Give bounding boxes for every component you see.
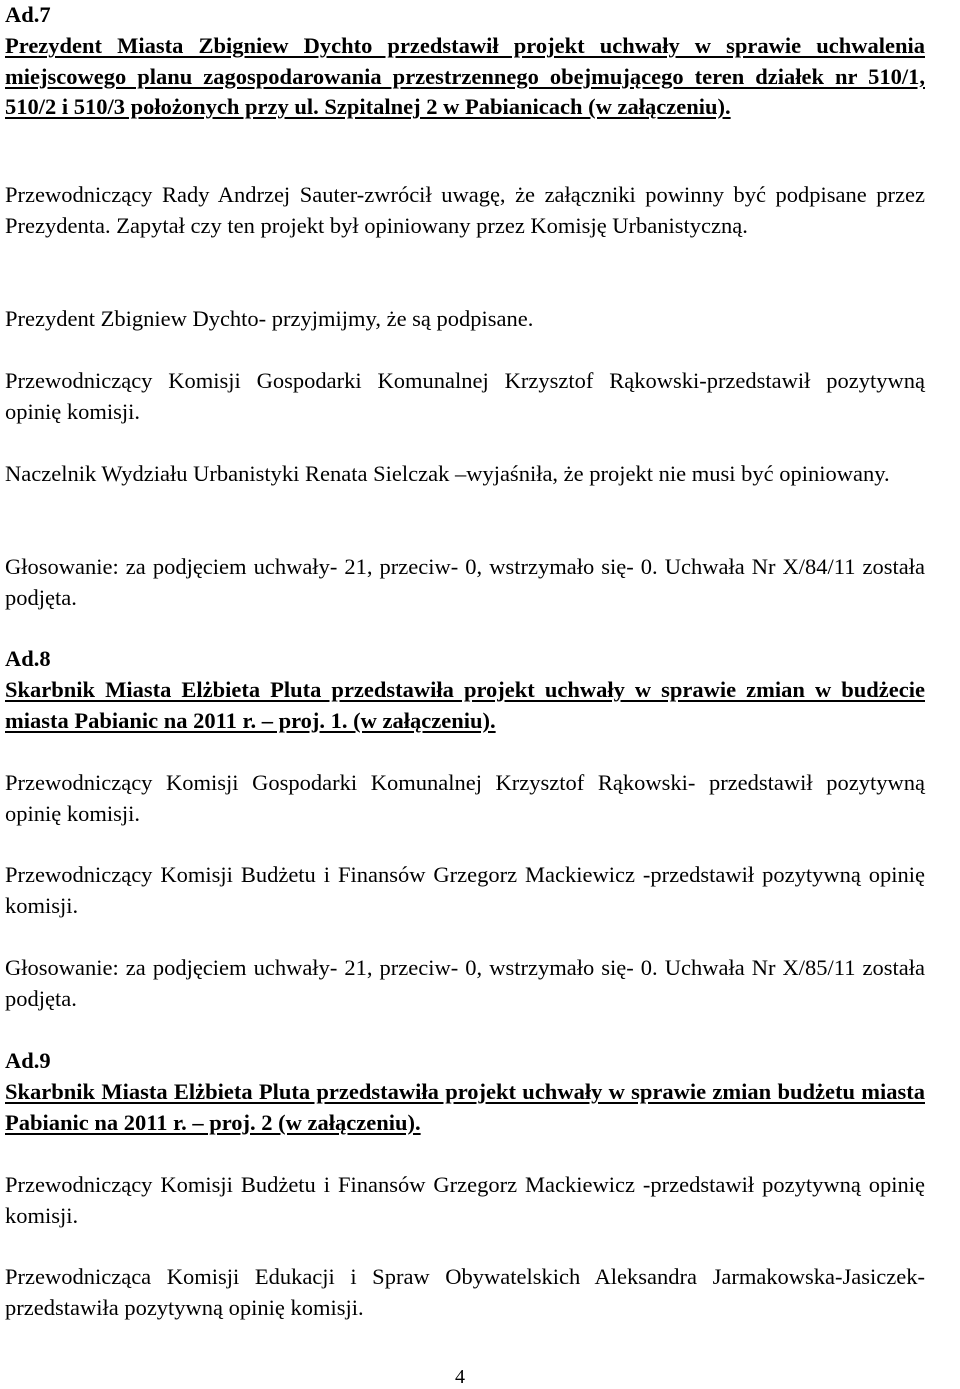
- paragraph: Przewodnicząca Komisji Edukacji i Spraw Obywatelskich Aleksandra Jarmakowska-Jasiczek-przedstawiła pozytywną opinię komisji.: [5, 1264, 925, 1320]
- agenda-item-heading: Ad.8: [5, 646, 51, 671]
- agenda-item-heading: Ad.7: [5, 2, 51, 27]
- agenda-item-heading: Ad.9: [5, 1048, 51, 1073]
- paragraph: Przewodniczący Komisji Budżetu i Finansów Grzegorz Mackiewicz -przedstawił pozytywną opinię komisji.: [5, 1172, 925, 1228]
- agenda-item-subject: Prezydent Miasta Zbigniew Dychto przedstawił projekt uchwały w sprawie uchwalenia miejscowego planu zagospodarowania przestrzennego obejmującego teren działek nr 510/1, 510/2 i 510/3 położonych przy ul. Szpitalnej 2 w Pabianicach (w załączeniu).: [5, 33, 925, 119]
- paragraph: Naczelnik Wydziału Urbanistyki Renata Sielczak –wyjaśniła, że projekt nie musi być opiniowany.: [5, 461, 890, 486]
- agenda-item-subject: Skarbnik Miasta Elżbieta Pluta przedstawiła projekt uchwały w sprawie zmian budżetu miasta Pabianic na 2011 r. – proj. 2 (w załączeniu).: [5, 1079, 925, 1135]
- paragraph: Przewodniczący Komisji Budżetu i Finansów Grzegorz Mackiewicz -przedstawił pozytywną opinię komisji.: [5, 862, 925, 918]
- paragraph: Przewodniczący Komisji Gospodarki Komunalnej Krzysztof Rąkowski-przedstawił pozytywną opinię komisji.: [5, 368, 925, 424]
- paragraph: Prezydent Zbigniew Dychto- przyjmijmy, że są podpisane.: [5, 306, 534, 331]
- paragraph: Przewodniczący Komisji Gospodarki Komunalnej Krzysztof Rąkowski- przedstawił pozytywną opinię komisji.: [5, 770, 925, 826]
- page-number: 4: [455, 1366, 465, 1388]
- paragraph: Przewodniczący Rady Andrzej Sauter-zwrócił uwagę, że załączniki powinny być podpisane przez Prezydenta. Zapytał czy ten projekt był opiniowany przez Komisję Urbanistyczną.: [5, 182, 925, 238]
- agenda-item-subject: Skarbnik Miasta Elżbieta Pluta przedstawiła projekt uchwały w sprawie zmian w budżecie miasta Pabianic na 2011 r. – proj. 1. (w załączeniu).: [5, 677, 925, 733]
- vote-result: Głosowanie: za podjęciem uchwały- 21, przeciw- 0, wstrzymało się- 0. Uchwała Nr X/84/11 została podjęta.: [5, 554, 925, 610]
- vote-result: Głosowanie: za podjęciem uchwały- 21, przeciw- 0, wstrzymało się- 0. Uchwała Nr X/85/11 została podjęta.: [5, 955, 925, 1011]
